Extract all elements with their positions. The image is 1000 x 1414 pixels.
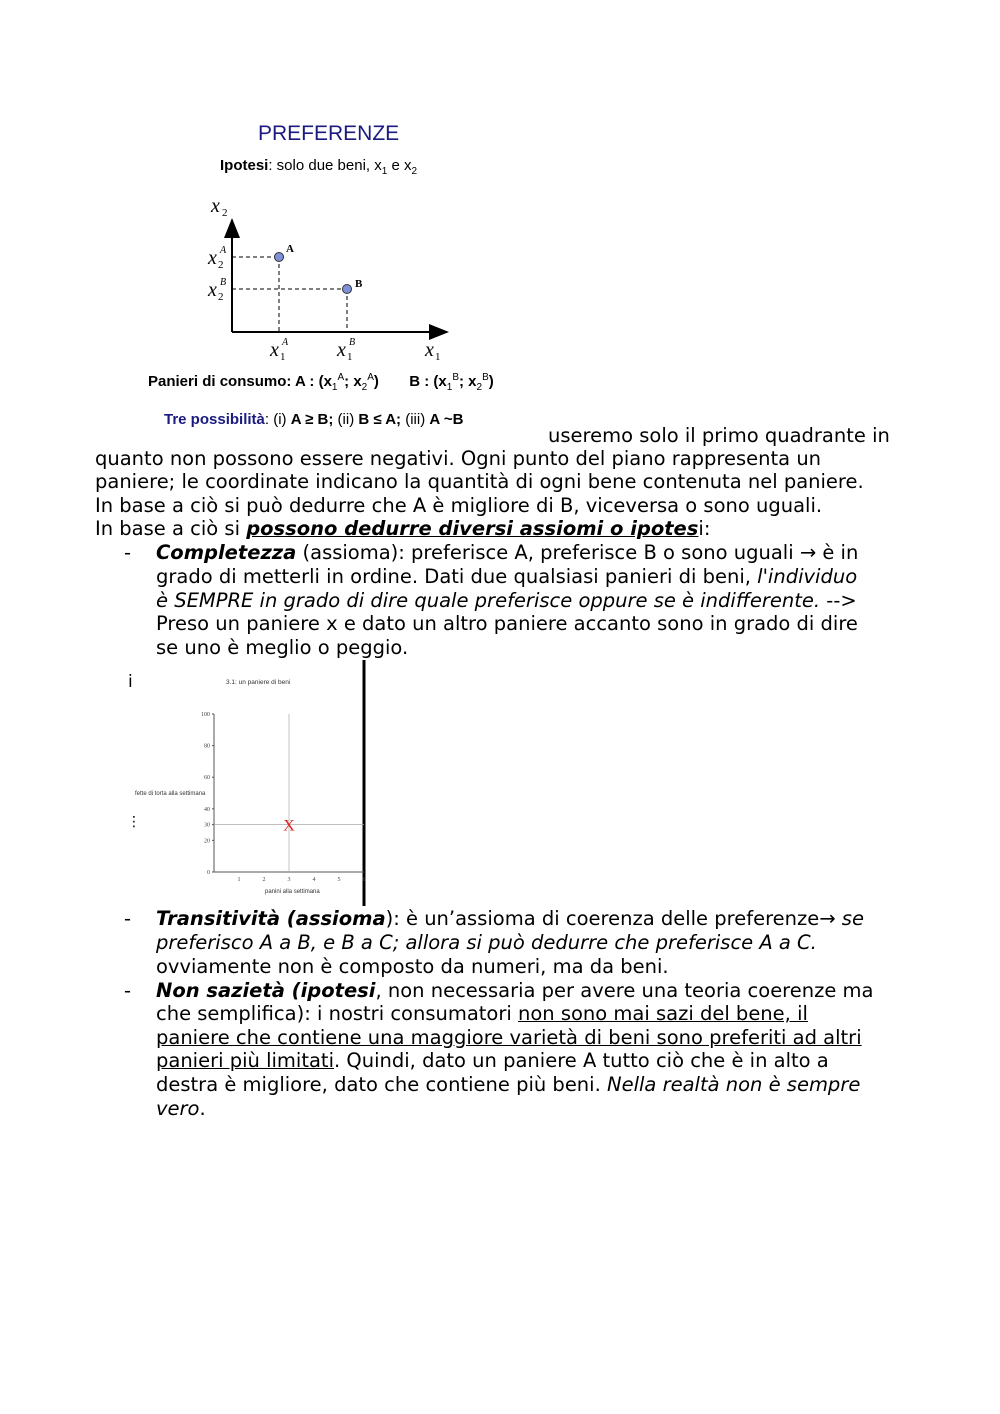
tre-iii-pre: (iii) [401,411,430,428]
completezza-line3 [156,589,857,612]
transitivita-bullet: - [124,907,132,930]
chart-x-tick-label: 4 [312,877,316,883]
x2b-sup: B [220,277,227,288]
x2b-label: x [208,279,217,301]
sazieta-line5 [156,1073,860,1096]
chart-ylabel: fette di torta alla settimana [135,791,206,797]
para1-line5-c: i: [698,517,711,540]
panieri-sup-a: A [337,372,345,383]
x2b-sub: 2 [218,291,224,303]
preference-diagram [195,185,465,370]
stray-dots: ⋮ [127,814,141,830]
plot-area [201,712,366,883]
transitivita-title: Transitività (assioma [156,907,386,930]
sazieta-line4 [156,1049,829,1072]
completezza-l1-rest: (assioma): preferisce A, preferisce B o sono uguali → è in [296,541,859,564]
point-b-label: B [355,278,363,290]
x1b-sub: 1 [347,351,353,363]
figure-hypothesis [220,157,417,177]
x-axis-label: x [425,339,434,361]
paniere-chart [130,660,370,908]
chart-y-tick-label: 40 [204,806,210,813]
para1-line4: In base a ciò si può dedurre che A è migliore di B, viceversa o sono uguali. [95,494,823,517]
chart-y-tick-label: 60 [204,775,210,782]
panieri-sup-a2: A [367,372,374,383]
panieri-label: Panieri di consumo: A : (x [148,373,332,390]
chart-y-tick-label: 80 [204,743,210,750]
sazieta-l6-b: . [199,1097,206,1120]
panieri-b-close: ) [488,373,494,390]
x2a-sup: A [220,245,227,256]
sazieta-l6-a: vero [156,1097,200,1120]
sazieta-l2-a: che semplifica): i nostri consumatori [156,1002,518,1025]
chart-x-tick-label: 3 [287,877,291,883]
panieri-b: B : (x [409,373,447,390]
completezza-l3: è SEMPRE in grado di dire quale preferisce oppure se è indifferente. [156,589,821,612]
point-a-label: A [286,243,294,255]
panieri-sub1: 1 [331,382,338,393]
completezza-line4: Preso un paniere x e dato un altro paniere accanto sono in grado di dire [156,612,858,635]
chart-y-tick-label: 30 [204,822,210,829]
sazieta-title: Non sazietà (ipotesi [156,979,376,1002]
sazieta-line3: paniere che contiene una maggiore varietà di beni sono preferiti ad altri [156,1026,862,1049]
y-axis-label-sub: 2 [222,207,228,219]
para1-line1: useremo solo il primo quadrante in [548,424,890,447]
tre-ii: B ≤ A; [358,411,402,428]
hypothesis-mid: e x [387,157,412,174]
completezza-line1 [156,541,858,564]
transitivita-line3: ovviamente non è composto da numeri, ma da beni. [156,955,669,978]
tre-i: A ≥ B; [290,411,334,428]
x1a-sup: A [282,337,289,348]
x1b-sup: B [349,337,356,348]
sazieta-l4-b: . Quindi, dato un paniere A tutto ciò che è in alto a [334,1049,829,1072]
panieri-b-sup2: B [482,372,489,383]
hypothesis-sub2: 2 [411,166,418,177]
panieri-sep: ; x [344,373,362,390]
sazieta-l4-a: panieri più limitati [156,1049,334,1072]
sazieta-l2-b: non sono mai sazi del bene, il [518,1002,808,1025]
sazieta-line2 [156,1002,808,1025]
hypothesis-sub1: 1 [381,166,388,177]
para1-line3: paniere; le coordinate indicano la quantità di ogni bene contenuta nel paniere. [95,470,864,493]
completezza-line5: se uno è meglio o peggio. [156,636,409,659]
x-axis-label-sub: 1 [435,351,441,363]
chart-y-tick-label: 100 [201,712,210,718]
hypothesis-text: : solo due beni, x [268,157,382,174]
sazieta-bullet: - [124,979,132,1002]
tre-text: : (i) [264,411,291,428]
transitivita-line2: preferisco A a B, e B a C; allora si può dedurre che preferisce A a C. [156,931,817,954]
panieri-b-sub1: 1 [446,382,453,393]
sazieta-l5-a: destra è migliore, dato che contiene più beni. [156,1073,607,1096]
transitivita-l1-rest: ): è un’assioma di coerenza delle preferenze→ [385,907,842,930]
chart-title: 3.1: un paniere di beni [226,679,291,686]
chart-x-tick-label: 5 [337,877,341,883]
completezza-l2-b: l'individuo [757,565,858,588]
sazieta-l1-rest: , non necessaria per avere una teoria coerenze ma [375,979,874,1002]
panieri-b-sep: ; x [458,373,477,390]
x2a-sub: 2 [218,259,224,271]
para1-line2: quanto non possono essere negativi. Ogni punto del piano rappresenta un [95,447,822,470]
figure-title: PREFERENZE [258,122,400,145]
sazieta-line1 [156,979,874,1002]
para1-line5-a: In base a ciò si [95,517,247,540]
sazieta-l5-b: Nella realtà non è sempre [607,1073,861,1096]
completezza-line2 [156,565,857,588]
tre-label: Tre possibilità [164,411,265,428]
hypothesis-bold: Ipotesi [220,157,269,174]
transitivita-line1 [156,907,864,930]
sazieta-line6 [156,1097,206,1120]
chart-y-tick-label: 20 [204,838,210,845]
chart-xlabel: panini alla settimana [265,889,320,895]
point-a-marker [275,253,284,262]
x1a-sub: 1 [280,351,286,363]
chart-x-tick-label: 1 [237,877,241,883]
chart-x-tick-label: 2 [262,877,266,883]
transitivita-l1-it: se [841,907,864,930]
panieri-sub2: 2 [361,382,368,393]
chart-y-tick-label: 0 [207,870,210,876]
completezza-title: Completezza [156,541,297,564]
x1a-label: x [270,339,279,361]
chart-x-tick-label: 6 [362,877,366,883]
completezza-bullet: - [124,541,132,564]
panieri-b-sup: B [452,372,459,383]
x2a-label: x [208,247,217,269]
y-axis-label: x [211,195,220,217]
tre-iii: A ~B [429,411,464,428]
assiomi-phrase: possono dedurre diversi assiomi o ipotes [246,517,699,540]
completezza-l2-a: grado di metterli in ordine. Dati due qualsiasi panieri di beni, [156,565,758,588]
panieri-b-sub2: 2 [476,382,483,393]
point-b-marker [343,285,352,294]
completezza-l3-b: --> [820,589,857,612]
tre-ii-pre: (ii) [333,411,359,428]
x1b-label: x [337,339,346,361]
stray-i: i [128,672,133,692]
tre-possibilita [164,411,463,428]
para1-line5 [95,517,710,540]
panieri-line [148,372,494,393]
panieri-close: ) [373,373,379,390]
chart-point-marker: X [283,817,295,835]
